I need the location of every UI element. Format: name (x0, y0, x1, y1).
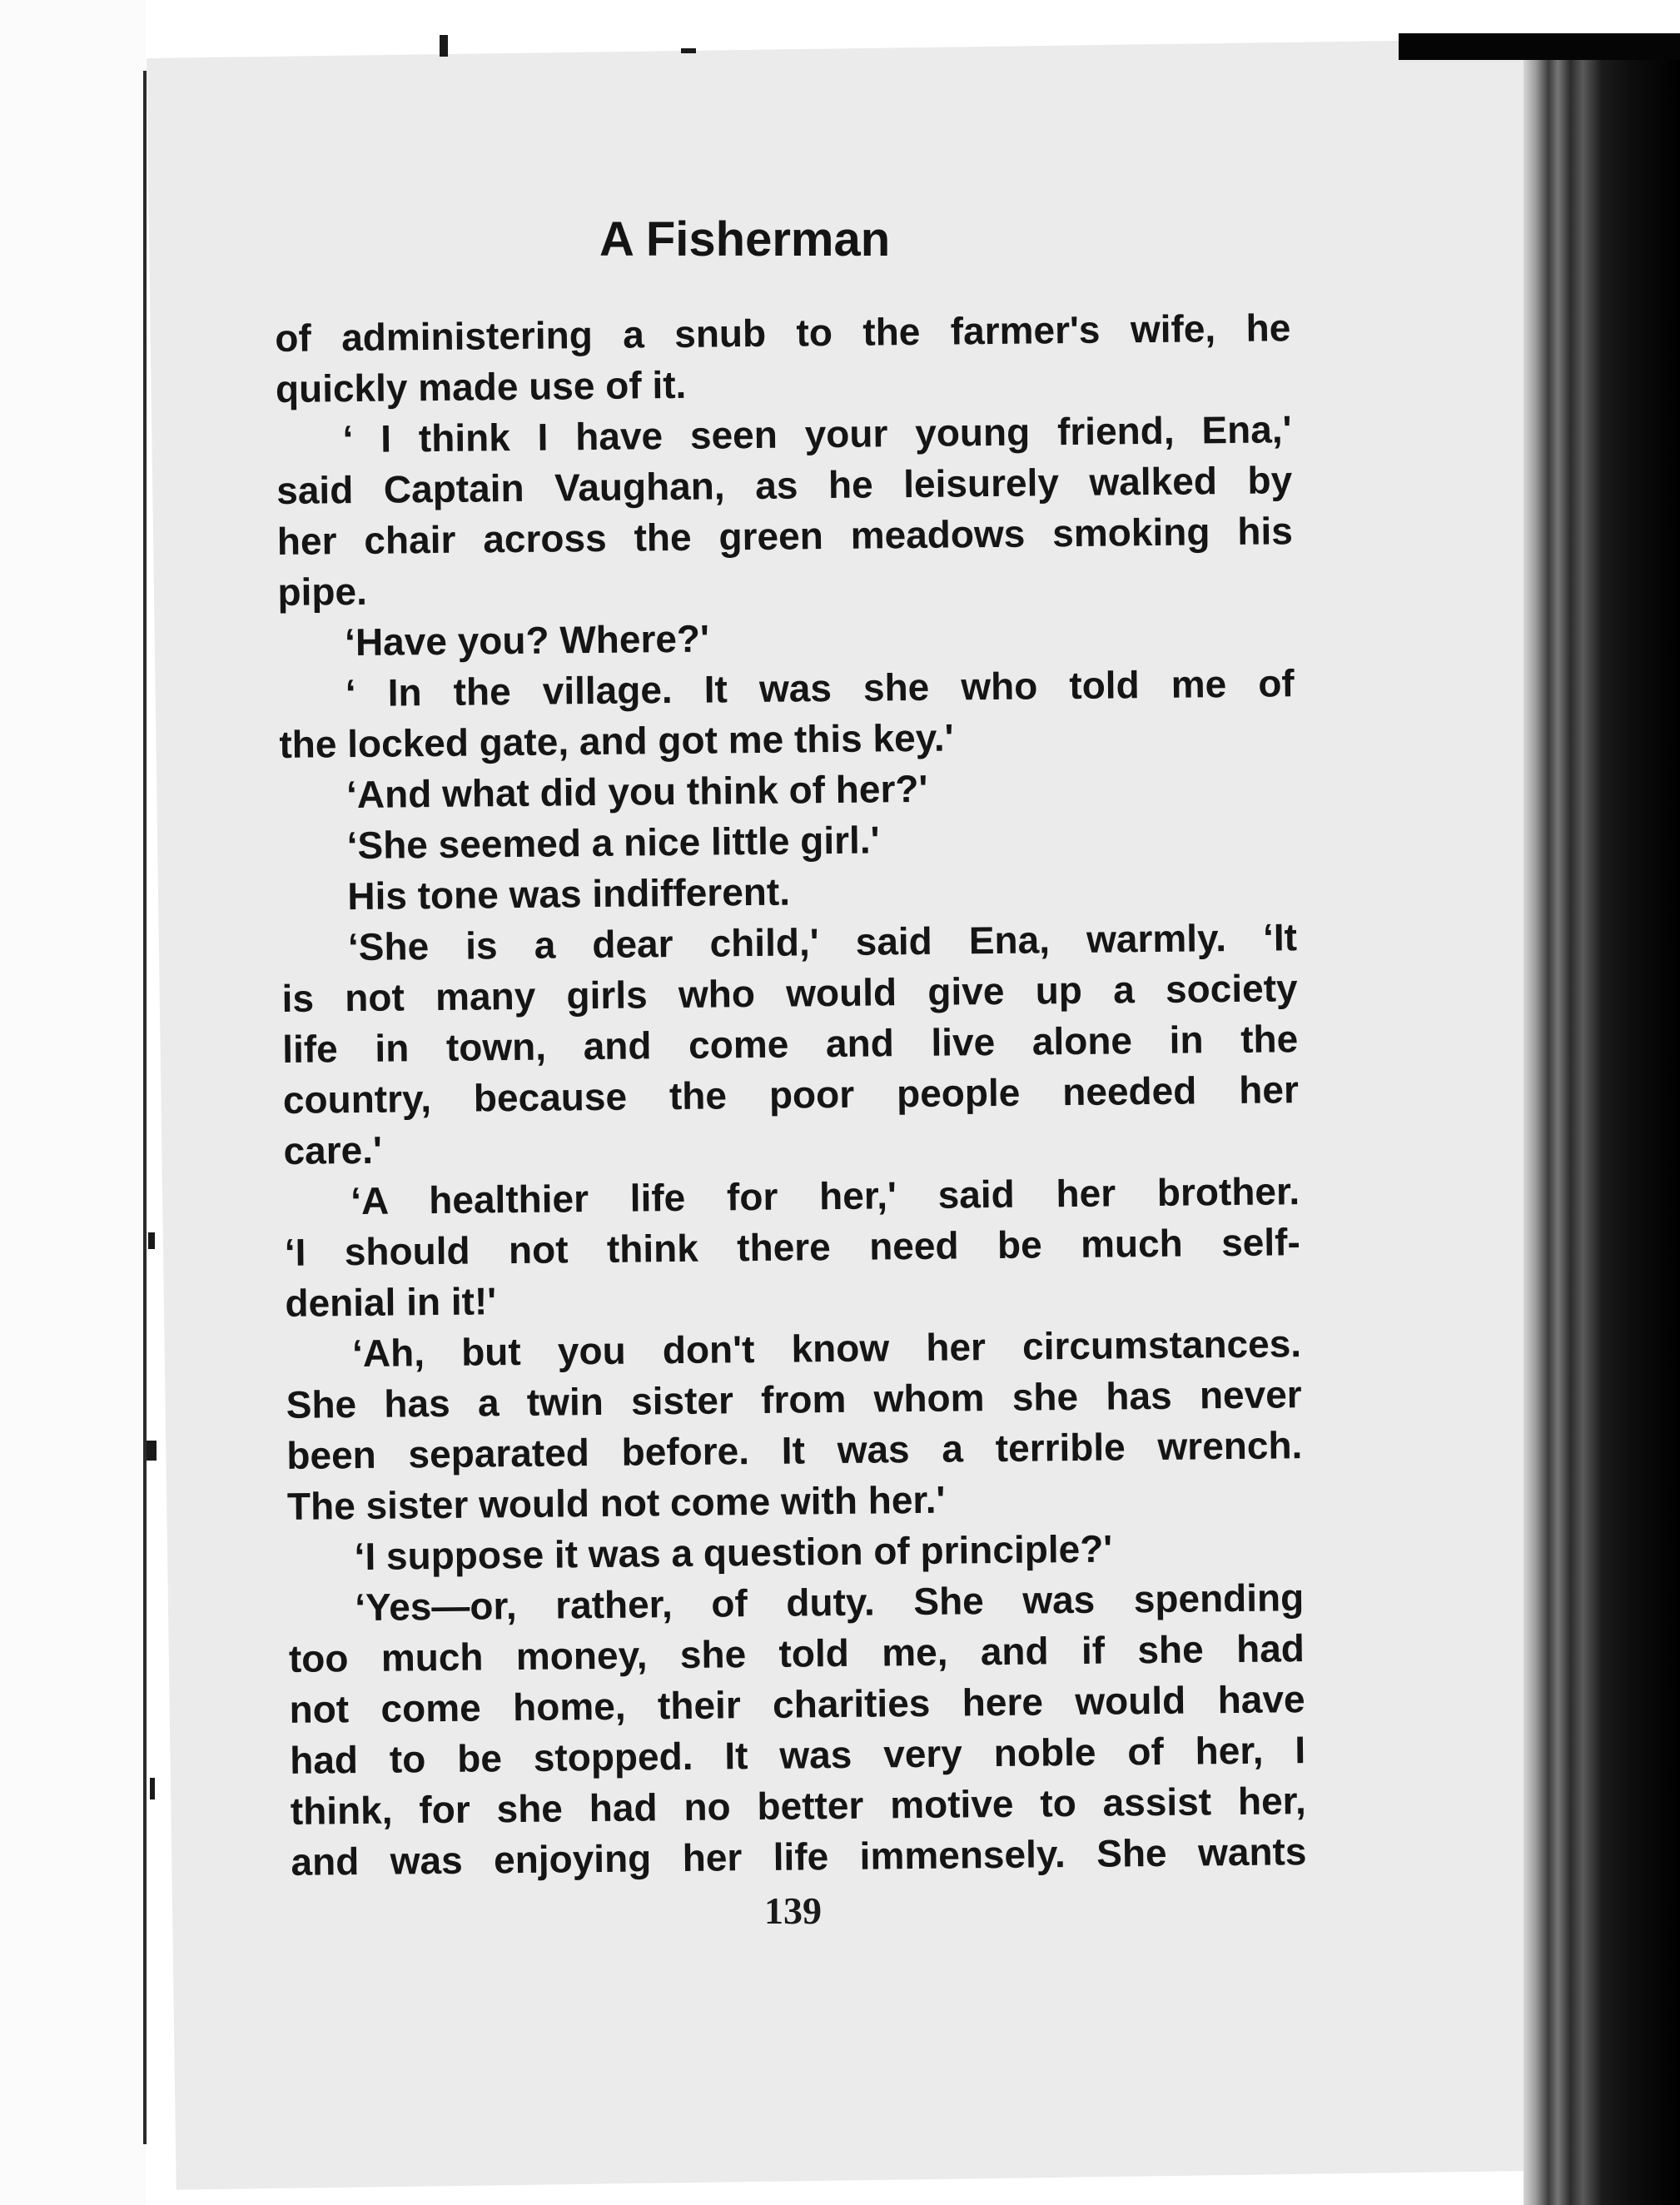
text-line: country, because the poor people needed her (282, 1068, 1300, 1122)
text-line: ‘She is a dear child,' said Ena, warmly. ‘It (347, 915, 1298, 969)
book-fore-edge (1523, 46, 1680, 2205)
text-line: said Captain Vaughan, as he leisurely walked by (276, 458, 1293, 512)
text-line: is not many girls who would give up a society (281, 966, 1298, 1020)
text-line: think, for she had no better motive to assist her, (290, 1779, 1307, 1833)
gutter-mark (150, 1778, 155, 1799)
text-line: not come home, their charities here would have (289, 1677, 1305, 1731)
text-line: ‘ I think I have seen your young friend, Ena,' (342, 407, 1292, 461)
book-top-edge (1399, 33, 1680, 60)
text-line: her chair across the green meadows smoking his (276, 509, 1294, 563)
text-line: ‘I should not think there need be much self- (284, 1220, 1301, 1274)
facing-page-edge (0, 0, 146, 2205)
text-line: ‘And what did you think of her?' (345, 766, 928, 817)
gutter-mark (148, 1232, 155, 1249)
text-line: ‘She seemed a nice little girl.' (346, 818, 880, 868)
text-line: been separated before. It was a terrible wrench. (286, 1423, 1303, 1477)
text-line: ‘I suppose it was a question of principle?' (354, 1526, 1113, 1579)
text-line: of administering a snub to the farmer's wife, he (275, 306, 1291, 360)
text-line: ‘Have you? Where?' (344, 616, 710, 664)
text-line: care.' (283, 1127, 383, 1172)
text-line: denial in it!' (285, 1279, 497, 1325)
text-line: The sister would not come with her.' (286, 1477, 946, 1528)
scan-speck (681, 48, 696, 53)
gutter-mark (147, 1441, 157, 1461)
text-line: ‘Yes—or, rather, of duty. She was spending (355, 1575, 1305, 1630)
text-line: pipe. (277, 569, 368, 614)
text-line: ‘ In the village. It was she who told me of (345, 661, 1295, 715)
text-line: too much money, she told me, and if she had (288, 1626, 1305, 1680)
text-line: had to be stopped. It was very noble of her, I (289, 1728, 1306, 1782)
text-line: She has a twin sister from whom she has never (286, 1372, 1302, 1426)
text-line: ‘A healthier life for her,' said her brother. (350, 1169, 1300, 1223)
page-number: 139 (764, 1889, 822, 1932)
text-line: and was enjoying her life immensely. She wants (291, 1829, 1307, 1884)
text-line: the locked gate, and got me this key.' (279, 715, 954, 766)
text-line: quickly made use of it. (275, 362, 687, 411)
scan-speck (440, 35, 448, 57)
text-line: ‘Ah, but you don't know her circumstances. (351, 1322, 1302, 1376)
body-text (275, 302, 1307, 1888)
running-head: A Fisherman (599, 212, 891, 266)
text-line: life in town, and come and live alone in the (281, 1017, 1299, 1071)
text-line: His tone was indifferent. (347, 869, 791, 918)
gutter-line (143, 71, 147, 2144)
